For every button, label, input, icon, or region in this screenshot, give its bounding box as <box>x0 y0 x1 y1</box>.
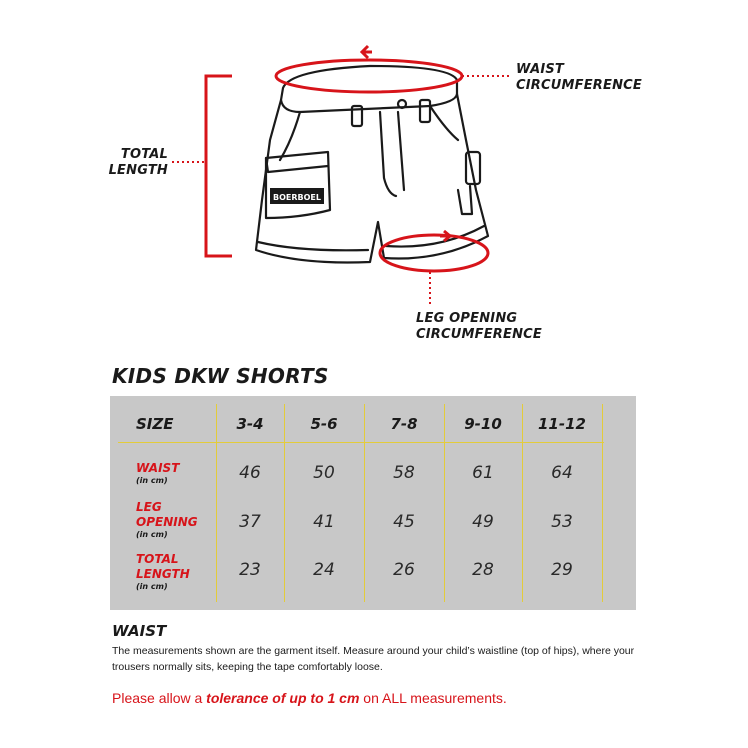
total-length-bracket <box>206 76 232 256</box>
table-cell: 64 <box>551 463 573 483</box>
table-cell: 61 <box>472 463 494 483</box>
size-col-5-6: 5-6 <box>310 415 338 433</box>
leg-callout-line-1: LEG OPENING <box>416 311 518 326</box>
size-col-3-4: 3-4 <box>236 415 264 433</box>
size-table <box>110 396 636 610</box>
leg-opening-ellipse <box>380 235 488 271</box>
table-cell: 41 <box>313 512 335 532</box>
waist-measure-ellipse <box>276 60 462 92</box>
table-cell: 45 <box>393 512 415 532</box>
table-cell: 37 <box>239 512 261 532</box>
table-cell: 24 <box>313 560 335 580</box>
table-cell: 29 <box>551 560 573 580</box>
leg-callout-line-2: CIRCUMFERENCE <box>416 327 542 342</box>
tolerance-emphasis: tolerance of up to 1 cm <box>206 690 360 706</box>
waist-arrow-icon <box>362 46 372 58</box>
row-label-total-length: TOTAL LENGTH (in cm) <box>136 552 190 591</box>
pocket-label: BOERBOEL <box>273 193 321 202</box>
total-length-callout <box>108 147 168 179</box>
tolerance-prefix: Please allow a <box>112 690 207 706</box>
table-cell: 53 <box>551 512 573 532</box>
size-col-11-12: 11-12 <box>538 415 586 433</box>
table-cell: 23 <box>239 560 261 580</box>
waist-callout <box>516 62 642 94</box>
waist-callout-line-2: CIRCUMFERENCE <box>516 78 642 93</box>
size-col-7-8: 7-8 <box>390 415 418 433</box>
shorts-diagram <box>0 0 748 360</box>
cargo-pocket <box>266 152 330 218</box>
tolerance-suffix: on ALL measurements. <box>359 690 507 706</box>
total-callout-line-2: LENGTH <box>108 163 168 178</box>
size-header: SIZE <box>136 415 174 433</box>
table-cell: 46 <box>239 463 261 483</box>
table-cell: 28 <box>472 560 494 580</box>
waist-callout-line-1: WAIST <box>516 62 565 77</box>
section-title: WAIST <box>112 622 167 640</box>
chart-title: KIDS DKW SHORTS <box>112 364 329 388</box>
size-col-9-10: 9-10 <box>464 415 502 433</box>
table-cell: 26 <box>393 560 415 580</box>
leg-opening-callout <box>416 311 542 343</box>
section-body: The measurements shown are the garment itself. Measure around your child’s waistline (top of hips), where your trousers normally sits, keeping the tape comfortably loose. <box>112 645 635 673</box>
row-label-waist: WAIST (in cm) <box>136 461 180 485</box>
row-label-leg-opening: LEG OPENING (in cm) <box>136 500 198 539</box>
table-cell: 49 <box>472 512 494 532</box>
tolerance-note <box>112 690 507 706</box>
total-callout-line-1: TOTAL <box>120 147 168 162</box>
table-cell: 50 <box>313 463 335 483</box>
table-cell: 58 <box>393 463 415 483</box>
